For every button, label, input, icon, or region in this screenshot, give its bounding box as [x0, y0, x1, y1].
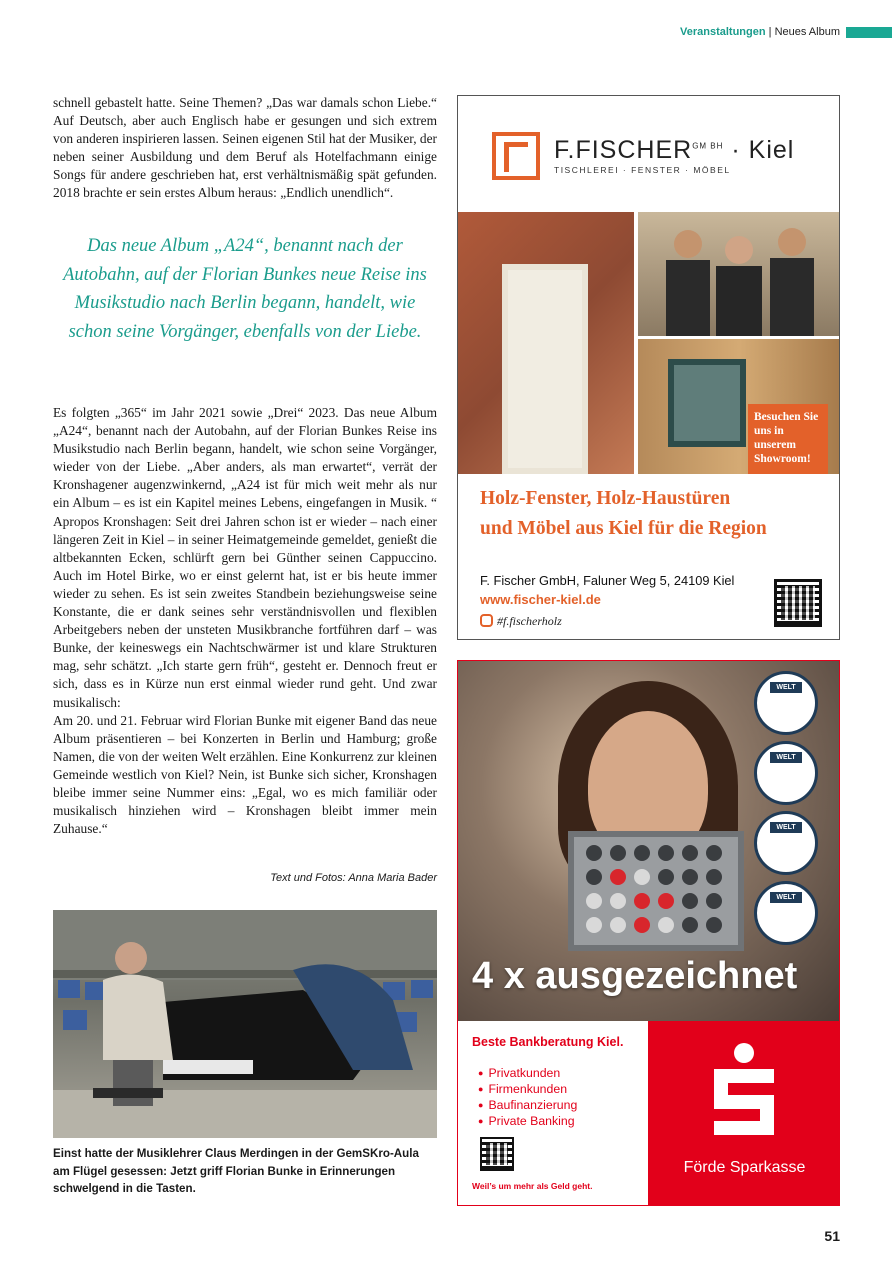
- sparkasse-slogan: Weil’s um mehr als Geld geht.: [472, 1181, 593, 1191]
- list-item: ● Baufinanzierung: [478, 1097, 577, 1113]
- award-seal-label: WELT: [770, 682, 802, 693]
- sparkasse-s-icon: [714, 1069, 774, 1135]
- qr-code-icon[interactable]: [480, 1137, 514, 1171]
- window-illustration: [668, 359, 746, 447]
- article-photo-piano: [53, 910, 437, 1138]
- award-seal-label: WELT: [770, 752, 802, 763]
- sparkasse-headline: 4 x ausgezeichnet: [472, 955, 798, 997]
- fischer-brand-suffix: GM BH: [692, 141, 724, 151]
- photo-credit: Text und Fotos: Anna Maria Bader: [270, 872, 437, 884]
- door-illustration: [502, 264, 588, 474]
- sparkasse-services-list: [478, 1065, 577, 1129]
- award-seal-icon: [754, 811, 818, 875]
- award-seal-icon: [754, 671, 818, 735]
- article-paragraph-3: Am 20. und 21. Februar wird Florian Bunke mit eigener Band das neue Album präsentieren – bei Konzerten in Berlin und Hamburg; große Namen, die von der weiten Welt erzählen. Eine Konkurrenz zur kleinen Gemeinde westlich von Kiel? Nein, ist Bunke sich sicher, Kronshagen bleibe immer seine Nummer eins: „Egal, wo es mich familiär oder musikalisch hinziehen wird – Kronshagen bleibt immer mein Zuhause.“: [53, 712, 437, 837]
- fischer-tagline: TISCHLEREI · FENSTER · MÖBEL: [554, 165, 731, 175]
- award-seal-icon: [754, 741, 818, 805]
- team-illustration: [638, 212, 840, 336]
- list-item: ● Private Banking: [478, 1113, 577, 1129]
- list-item: ● Privatkunden: [478, 1065, 577, 1081]
- fischer-instagram-handle: #f.fischerholz: [497, 614, 562, 628]
- photo-caption: Einst hatte der Musiklehrer Claus Merdingen in der GemSKro-Aula am Flügel gesessen: Jetzt griff Florian Bunke in Erinnerungen schwelgend in die Tasten.: [53, 1147, 419, 1195]
- article-body: [53, 404, 437, 838]
- showroom-badge: Besuchen Sie uns in unserem Showroom!: [748, 404, 828, 474]
- fischer-headline-line-2: und Möbel aus Kiel für die Region: [480, 518, 767, 539]
- fischer-logo-icon: [492, 132, 540, 180]
- list-item: ● Firmenkunden: [478, 1081, 577, 1097]
- sparkasse-brand: Förde Sparkasse: [683, 1159, 806, 1176]
- fischer-photo-team: [638, 212, 840, 336]
- sparkasse-title: Beste Bankberatung Kiel.: [472, 1035, 624, 1049]
- ad-fischer[interactable]: [457, 95, 840, 640]
- article-paragraph-2: Es folgten „365“ im Jahr 2021 sowie „Drei“ 2023. Das neue Album „A24“, benannt nach der Autobahn, auf der Florian Bunkes Reise ins Musikstudio nach Berlin begann, handelt, wie schon seine Vorgänger, wieder von der Liebe. „Aber anders, als man erwartet“, verrät der Kronshagener augenzwinkernd, „A24 ist für mich weit mehr als nur ein Album – es ist ein Kapitel meines Lebens, eingefangen in Musik. “ Apropos Kronshagen: Seit drei Jahren schon ist er wieder – nach einer längeren Zeit in Kiel – in seiner Heimatgemeinde gemeldet, genießt die altbekannten Ecken, schlürft gern bei Günther seinen Cappuccino. Auch im Hotel Birke, wo er einst gelernt hat, ist er bis heute immer wieder zu sehen. Es ist sein zweites Standbein beziehungsweise seine Konstante, die er dank seines sehr verständnisvollen und flexiblen Arbeitgebers neben der unsteten Musikbranche fortführen darf – was Bunke, der keineswegs ein Nachtschwärmer ist und klare Strukturen mag, sehr schätzt. „Ich starte gern früh“, gesteht er. Dennoch freut er sich, dass es in Kürze nun erst einmal wieder rund geht. Und zwar musikalisch:: [53, 405, 437, 710]
- award-seal-label: WELT: [770, 892, 802, 903]
- header-section: Veranstaltungen: [680, 26, 766, 38]
- fischer-brand-name: F.FISCHER: [554, 136, 693, 164]
- fischer-address: F. Fischer GmbH, Faluner Weg 5, 24109 Kiel: [480, 573, 735, 588]
- pull-quote: Das neue Album „A24“, benannt nach der Autobahn, auf der Florian Bunkes neue Reise ins Musikstudio nach Berlin begann, handelt, wie schon seine Vorgänger, ebenfalls von der Liebe.: [63, 236, 427, 342]
- page-number: 51: [824, 1228, 840, 1244]
- running-header: [680, 26, 840, 38]
- sparkasse-photo: [458, 661, 840, 1021]
- header-accent-bar: [846, 27, 892, 38]
- fischer-brand-city: · Kiel: [731, 136, 795, 164]
- header-separator: |: [765, 26, 775, 38]
- sparkasse-logo-icon: [734, 1043, 754, 1063]
- board-holes: [574, 837, 738, 945]
- article-paragraph-1: schnell gebastelt hatte. Seine Themen? „Das war damals schon Liebe.“ Auf Deutsch, aber auch Englisch habe er gesungen und sich extrem von anderen inspirieren lassen. Seinen eigenen Stil hat der Musiker, der neben seiner Ausbildung und dem Beruf als Hotelfachmann einige Songs für andere geschrieben hat, erst verhältnismäßig spät gefunden. 2018 brachte er sein erstes Album heraus: „Endlich unendlich“.: [53, 95, 437, 201]
- award-seal-icon: [754, 881, 818, 945]
- header-subsection: Neues Album: [774, 26, 840, 38]
- fischer-brand: [554, 136, 794, 165]
- award-seal-label: WELT: [770, 822, 802, 833]
- connect-four-board-illustration: [568, 831, 744, 951]
- sparkasse-info-panel: [458, 1021, 648, 1206]
- fischer-photo-door: [458, 212, 634, 474]
- fischer-instagram[interactable]: [480, 614, 562, 629]
- ad-sparkasse[interactable]: [457, 660, 840, 1206]
- piano-photo-illustration: [53, 910, 437, 1138]
- fischer-headline-line-1: Holz-Fenster, Holz-Haustüren: [480, 488, 731, 509]
- qr-code-icon[interactable]: [774, 579, 822, 627]
- sparkasse-brand-panel: [648, 1021, 840, 1206]
- instagram-icon: [480, 614, 493, 627]
- fischer-headline: [480, 484, 820, 544]
- fischer-website-link[interactable]: www.fischer-kiel.de: [480, 592, 601, 607]
